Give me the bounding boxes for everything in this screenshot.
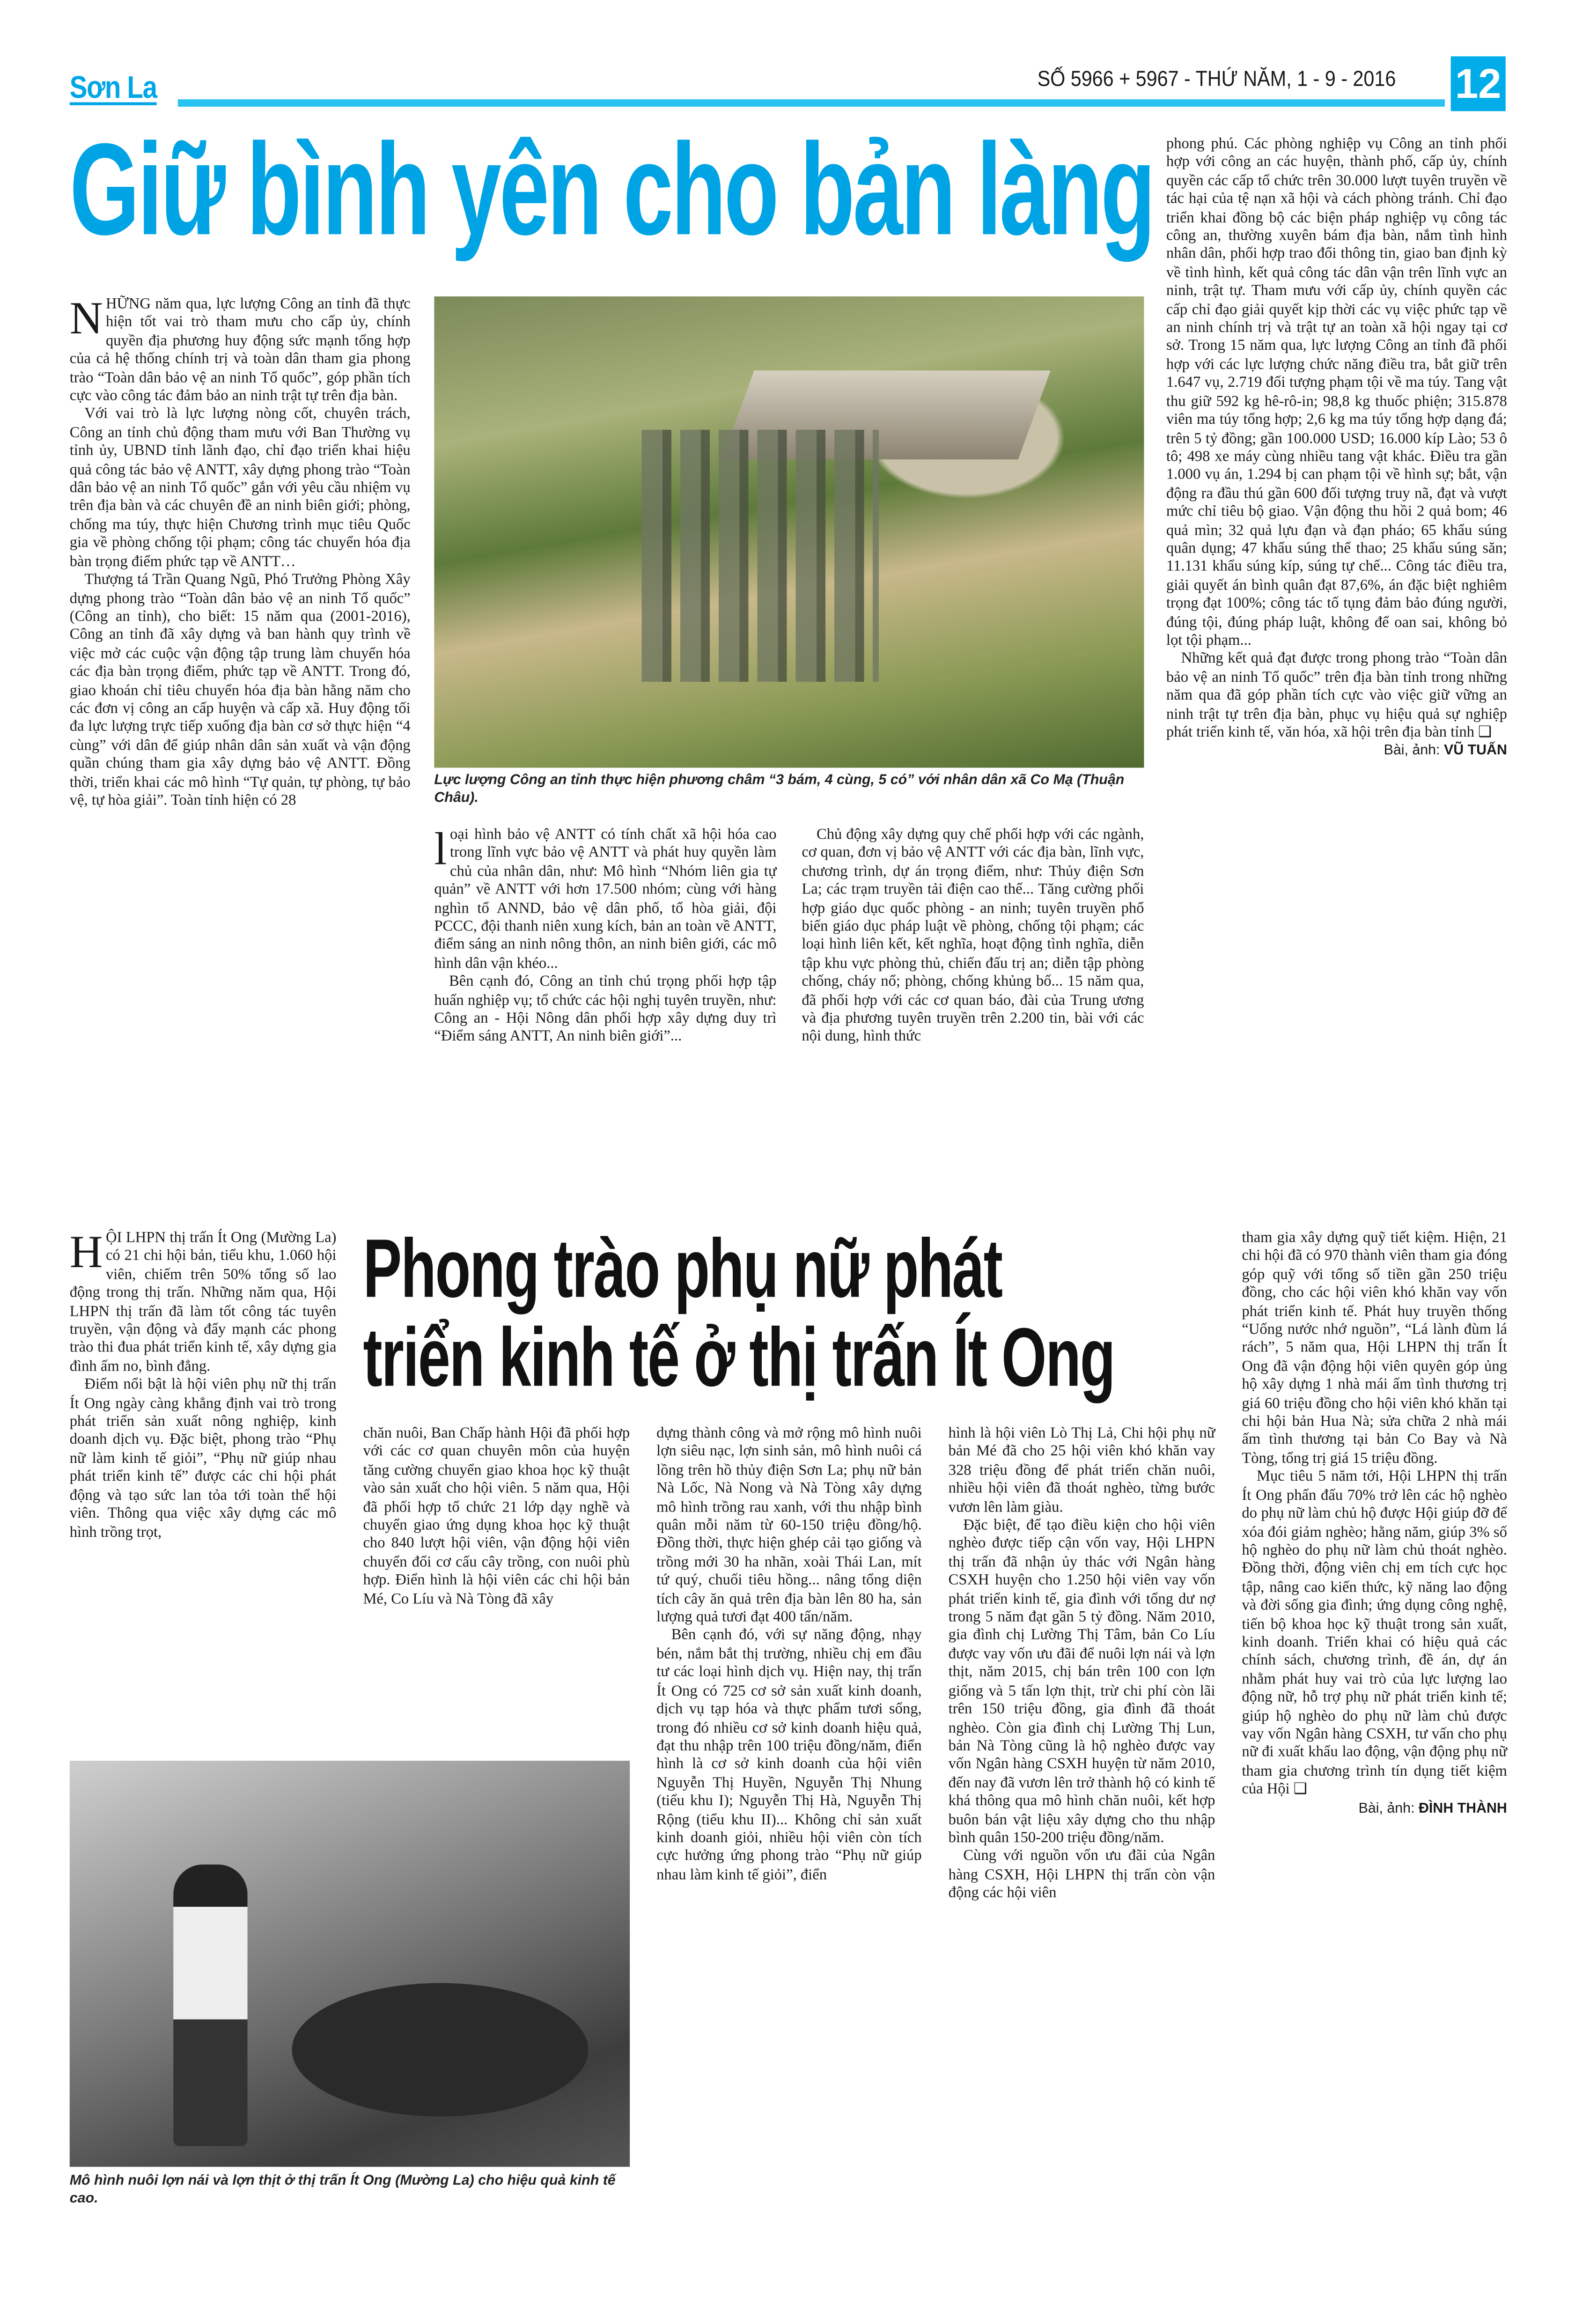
paragraph: chăn nuôi, Ban Chấp hành Hội đã phối hợp với các cơ quan chuyên môn của huyện tăng cường chuyển giao khoa học kỹ thuật vào sản xuất cho hội viên. 5 năm qua, Hội đã phối hợp tổ chức 21 lớp dạy nghề và chuyển giao ứng dụng khoa học kỹ thuật cho 840 lượt hội viên, vận động hội viên chuyển đổi cơ cấu cây trồng, con nuôi phù hợp. Điển hình là hội viên các chi hội bản Mé, Co Líu và Nà Tòng đã xây bbox=[363, 1425, 630, 1608]
photo-police-officers bbox=[641, 430, 878, 682]
paragraph: Đặc biệt, để tạo điều kiện cho hội viên nghèo được tiếp cận vốn vay, Hội LHPN thị trấn đã nhận ủy thác với Ngân hàng CSXH huyện cho 1.250 hội viên vay vốn phát triển kinh tế, gia đình với tổng dư nợ trong 5 năm đạt gần 5 tỷ đồng. Năm 2010, gia đình chị Lường Thị Tâm, bản Co Líu được vay vốn ưu đãi để nuôi lợn nái và lợn thịt, năm 2015, chị bán trên 100 con lợn giống và 5 tấn lợn thịt, trừ chi phí còn lãi trên 150 triệu đồng, gia đình đã thoát nghèo. Còn gia đình chị Lường Thị Lun, bản Nà Tòng cũng là hộ nghèo được vay vốn Ngân hàng CSXH huyện từ năm 2010, đến nay đã vươn lên trở thành hộ có kinh tế khá thông qua mô hình chăn nuôi, kết hợp buôn bán vật liệu xây dựng cho thu nhập bình quân 150-200 triệu đồng/năm. bbox=[948, 1518, 1215, 1847]
article1-headline: Giữ bình yên cho bản làng bbox=[69, 115, 1154, 263]
article1-column-2 bbox=[434, 822, 777, 1048]
article1-byline bbox=[1166, 743, 1507, 761]
article2-column-3 bbox=[656, 1426, 922, 1886]
paragraph: loại hình bảo vệ ANTT có tính chất xã hội hóa cao trong lĩnh vực bảo vệ ANTT và phát huy quyền làm chủ của nhân dân, như: Mô hình “Nhóm liên gia tự quản” về ANTT với hơn 17.500 nhóm; cùng với hàng nghìn tổ ANND, bảo vệ dân phố, tổ hòa giải, đội PCCC, đội thanh niên xung kích, bản an toàn về ANTT, điểm sáng an ninh nông thôn, an ninh biên giới, các mô hình dân vận khéo... bbox=[434, 822, 777, 972]
paragraph: Bên cạnh đó, Công an tỉnh chú trọng phối hợp tập huấn nghiệp vụ; tổ chức các hội nghị tuyên truyền, như: Công an - Hội Nông dân phối hợp xây dựng duy trì “Điểm sáng ANTT, An ninh biên giới”... bbox=[434, 974, 777, 1046]
page-number: 12 bbox=[1451, 56, 1506, 111]
byline-label: Bài, ảnh: bbox=[1384, 743, 1440, 760]
byline-author: VŨ TUẤN bbox=[1443, 743, 1507, 760]
paragraph: Chủ động xây dựng quy chế phối hợp với các ngành, cơ quan, đơn vị bảo vệ ANTT với các địa bàn, lĩnh vực, chương trình, dự án trọng điểm, như: Thủy điện Sơn La; các trạm truyền tải điện cao thế... Tăng cường phối hợp giáo dục quốc phòng - an ninh; tuyên truyền phổ biến giáo dục pháp luật về phòng, chống tội phạm; các loại hình liên kết, kết nghĩa, hoạt động tình nghĩa, diễn tập khu vực phòng thủ, chiến đấu trị an; diễn tập phòng chống, cháy nổ; phòng, chống khủng bố... 15 năm qua, đã phối hợp với các cơ quan báo, đài của Trung ương và địa phương tuyên truyền trên 2.200 tin, bài với các nội dung, hình thức bbox=[802, 827, 1144, 1046]
paragraph: Cùng với nguồn vốn ưu đãi của Ngân hàng CSXH, Hội LHPN thị trấn còn vận động các hội viên bbox=[948, 1848, 1215, 1902]
article2-photo-caption: Mô hình nuôi lợn nái và lợn thịt ở thị trấn Ít Ong (Mường La) cho hiệu quả kinh tế cao. bbox=[69, 2173, 616, 2207]
paragraph: HỘI LHPN thị trấn Ít Ong (Mường La) có 21 chi hội bản, tiểu khu, 1.060 hội viên, chiếm trên 50% tổng số lao động trong thị trấn. Những năm qua, Hội LHPN thị trấn đã làm tốt công tác tuyên truyền, vận động và đẩy mạnh các phong trào thi đua phát triển kinh tế, xây dựng gia đình ấm no, bình đẳng. bbox=[69, 1225, 337, 1375]
article2-column-2 bbox=[363, 1426, 630, 1610]
article2-photo bbox=[70, 1761, 630, 2167]
issue-info: SỐ 5966 + 5967 - THỨ NĂM, 1 - 9 - 2016 bbox=[1037, 68, 1396, 92]
byline-author: ĐÌNH THÀNH bbox=[1418, 1800, 1507, 1817]
paragraph: Mục tiêu 5 năm tới, Hội LHPN thị trấn Ít Ong phấn đấu 70% trở lên các hộ nghèo do phụ nữ làm chủ hộ được Hội giúp đỡ để xóa đói giảm nghèo; hằng năm, giúp 3% số hộ nghèo do phụ nữ làm chủ thoát nghèo. Đồng thời, động viên chị em tích cực học tập, nâng cao kiến thức, kỹ năng lao động và đời sống gia đình; ứng dụng công nghệ, tiến bộ khoa học kỹ thuật trong sản xuất, kinh doanh. Triển khai có hiệu quả các chính sách, chương trình, đề án, dự án nhằm phát huy vai trò của lực lượng lao động nữ, hỗ trợ phụ nữ phát triển kinh tế; giúp hộ nghèo do phụ nữ làm chủ được vay vốn Ngân hàng CSXH, tư vấn cho phụ nữ đi xuất khẩu lao động, vận động phụ nữ tham gia chương trình tín dụng tiết kiệm của Hội ❑ bbox=[1242, 1469, 1507, 1798]
paragraph: phong phú. Các phòng nghiệp vụ Công an tỉnh phối hợp với công an các huyện, thành phố, cấp ủy, chính quyền các cấp tổ chức trên 30.000 lượt tuyên truyền về tác hại của tệ nạn xã hội và cách phòng tránh. Chỉ đạo triển khai đồng bộ các biện pháp nghiệp vụ công tác công an, thường xuyên bám địa bàn, nắm tình hình nhân dân, phối hợp trao đổi thông tin, giao ban định kỳ về tình hình, kết quả công tác dân vận trên lĩnh vực an ninh, trật tự. Tham mưu với cấp ủy, chính quyền các cấp chỉ đạo giải quyết kịp thời các vụ việc phức tạp về an ninh chính trị và trật tự an toàn xã hội ngay tại cơ sở. Trong 15 năm qua, lực lượng Công an tỉnh đã phối hợp với các lực lượng chức năng điều tra, bắt giữ trên 1.647 vụ, 2.719 đối tượng phạm tội về ma túy. Tang vật thu giữ 592 kg hê-rô-in; 98,8 kg thuốc phiện; 315.878 viên ma túy tổng hợp; 2,6 kg ma túy tổng hợp dạng đá; trên 5 tỷ đồng; gần 100.000 USD; 16.000 kíp Lào; 53 ô tô; 498 xe máy cùng nhiều tang vật khác. Điều tra gần 1.000 vụ án, 1.294 bị can phạm tội về hình sự; bắt, vận động ra đầu thú gần 600 đối tượng truy nã, đạt và vượt mức chỉ tiêu bộ giao. Vận động thu hồi 2 quả bom; 46 quả mìn; 32 quả lựu đạn và đạn pháo; 65 khẩu súng quân dụng; 47 khẩu súng thể thao; 25 khẩu súng săn; 11.131 khẩu súng kíp, súng tự chế... Công tác điều tra, giải quyết án bình quân đạt 87,6%, án đặc biệt nghiêm trọng đạt 100%; công tác tố tụng đảm bảo đúng người, đúng tội, đúng pháp luật, không để oan sai, không bỏ lọt tội phạm... bbox=[1166, 136, 1507, 649]
paragraph: hình là hội viên Lò Thị Lả, Chi hội phụ nữ bản Mé đã cho 25 hội viên khó khăn vay 328 triệu đồng để phát triển chăn nuôi, nhiều hội viên đã thoát nghèo, từng bước vươn lên làm giàu. bbox=[948, 1425, 1215, 1516]
paragraph: Bên cạnh đó, với sự năng động, nhạy bén, nắm bắt thị trường, nhiều chị em đầu tư các loại hình dịch vụ. Hiện nay, thị trấn Ít Ong có 725 cơ sở sản xuất kinh doanh, dịch vụ tạp hóa và thực phẩm tươi sống, trong đó nhiều cơ sở kinh doanh hiệu quả, đạt thu nhập trên 100 triệu đồng/năm, điển hình là cơ sở kinh doanh của hội viên Nguyễn Thị Huyền, Nguyễn Thị Nhung (tiểu khu I); Nguyễn Thị Hà, Nguyễn Thị Rộng (tiểu khu II)... Không chỉ sản xuất kinh doanh giỏi, nhiều hội viên còn tích cực hưởng ứng phong trào “Phụ nữ giúp nhau làm kinh tế giỏi”, điển bbox=[656, 1628, 922, 1884]
article2-column-1 bbox=[69, 1225, 337, 1543]
article2-column-5 bbox=[1242, 1230, 1507, 1819]
photo-woman bbox=[173, 1865, 247, 2146]
paragraph: NHỮNG năm qua, lực lượng Công an tỉnh đã thực hiện tốt vai trò tham mưu cho cấp ủy, chính quyền địa phương huy động sức mạnh tổng hợp của cả hệ thống chính trị và toàn dân tham gia phong trào “Toàn dân bảo vệ an ninh Tổ quốc”, góp phần tích cực vào công tác đảm bảo an ninh trật tự trên địa bàn. bbox=[69, 292, 411, 405]
paragraph: Điểm nổi bật là hội viên phụ nữ thị trấn Ít Ong ngày càng khẳng định vai trò trong phát triển sản xuất nông nghiệp, kinh doanh dịch vụ. Đặc biệt, phong trào “Phụ nữ làm kinh tế giỏi”, “Phụ nữ giúp nhau phát triển kinh tế” được các chi hội phát động và tạo sức lan tỏa tới toàn thể hội viên. Thông qua việc xây dựng các mô hình trồng trọt, bbox=[69, 1377, 337, 1541]
header-rule bbox=[178, 99, 1445, 107]
paragraph: Với vai trò là lực lượng nòng cốt, chuyên trách, Công an tỉnh chủ động tham mưu với Ban Thường vụ tỉnh ủy, UBND tỉnh lãnh đạo, chỉ đạo triển khai hiệu quả công tác bảo vệ ANTT, xây dựng phong trào “Toàn dân bảo vệ an ninh Tổ quốc” gắn với yêu cầu nhiệm vụ trên địa bàn và các chuyên đề an ninh biên giới; phòng, chống ma túy, thực hiện Chương trình mục tiêu Quốc gia về phòng chống tội phạm; công tác chuyển hóa địa bàn trọng điểm phức tạp về ANTT… bbox=[69, 406, 411, 570]
article2-column-4 bbox=[949, 1426, 1215, 1904]
article2-headline: Phong trào phụ nữ phát triển kinh tế ở thị trấn Ít Ong bbox=[363, 1221, 1115, 1404]
article1-column-1 bbox=[69, 292, 411, 811]
paragraph: dựng thành công và mở rộng mô hình nuôi lợn siêu nạc, lợn sinh sản, mô hình nuôi cá lồng trên hồ thủy điện Sơn La; phụ nữ bản Nà Lốc, Nà Nong và Nà Tòng xây dựng mô hình trồng rau xanh, với thu nhập bình quân mỗi năm từ 60-150 triệu đồng/hộ. Đồng thời, thực hiện ghép cải tạo giống và trồng mới 30 ha nhãn, xoài Thái Lan, mít tứ quý, chuối tiêu hồng... nâng tổng diện tích cây ăn quả trên địa bàn lên 80 ha, sản lượng quả tươi đạt 400 tấn/năm. bbox=[656, 1425, 922, 1626]
byline-label: Bài, ảnh: bbox=[1358, 1800, 1415, 1817]
section-name: Sơn La bbox=[69, 71, 157, 105]
article1-photo bbox=[434, 296, 1144, 768]
photo-pig bbox=[292, 1983, 589, 2117]
paragraph: Thượng tá Trần Quang Ngũ, Phó Trưởng Phòng Xây dựng phong trào “Toàn dân bảo vệ an ninh Tổ quốc” (Công an tỉnh), cho biết: 15 năm qua (2001-2016), Công an tỉnh đã xây dựng và ban hành quy trình về việc mở các cuộc vận động tập trung làm chuyển hóa các địa bàn trọng điểm, phức tạp về ANTT. Trong đó, giao khoán chỉ tiêu chuyển hóa địa bàn hằng năm cho các đơn vị công an cấp huyện và cấp xã. Huy động tối đa lực lượng trực tiếp xuống địa bàn cơ sở thực hiện “4 cùng” với dân để giúp nhân dân sản xuất và vận động quần chúng tham gia xây dựng bảo vệ ANTT. Đồng thời, triển khai các mô hình “Tự quản, tự phòng, tự bảo vệ, tự hòa giải”. Toàn tỉnh hiện có 28 bbox=[69, 572, 411, 810]
article1-photo-caption: Lực lượng Công an tỉnh thực hiện phương châm “3 bám, 4 cùng, 5 có” với nhân dân xã Co Mạ (Thuận Châu). bbox=[434, 772, 1125, 806]
paragraph: tham gia xây dựng quỹ tiết kiệm. Hiện, 21 chi hội đã có 970 thành viên tham gia đóng góp quỹ với tổng số tiền gần 250 triệu đồng, cho các hội viên khó khăn vay vốn phát triển kinh tế. Phát huy truyền thống “Uống nước nhớ nguồn”, “Lá lành đùm lá rách”, 5 năm qua, Hội LHPN thị trấn Ít Ong đã vận động hội viên quyên góp ủng hộ xây dựng 1 nhà mái ấm tình thương trị giá 60 triệu đồng cho hội viên khó khăn tại chi hội bản Hua Nà; sửa chữa 2 nhà mái ấm tình thương tại bản Co Bay và Nà Tòng, tổng trị giá 15 triệu đồng. bbox=[1242, 1230, 1507, 1468]
article2-byline bbox=[1242, 1800, 1507, 1818]
paragraph: Những kết quả đạt được trong phong trào “Toàn dân bảo vệ an ninh Tổ quốc” trên địa bàn tỉnh trong những năm qua đã góp phần tích cực vào việc giữ vững an ninh trật tự trên địa bàn, phục vụ hiệu quả sự nghiệp phát triển kinh tế, văn hóa, xã hội trên địa bàn tỉnh ❑ bbox=[1166, 651, 1507, 741]
article1-column-4 bbox=[1166, 136, 1507, 761]
article1-column-3 bbox=[802, 827, 1144, 1048]
